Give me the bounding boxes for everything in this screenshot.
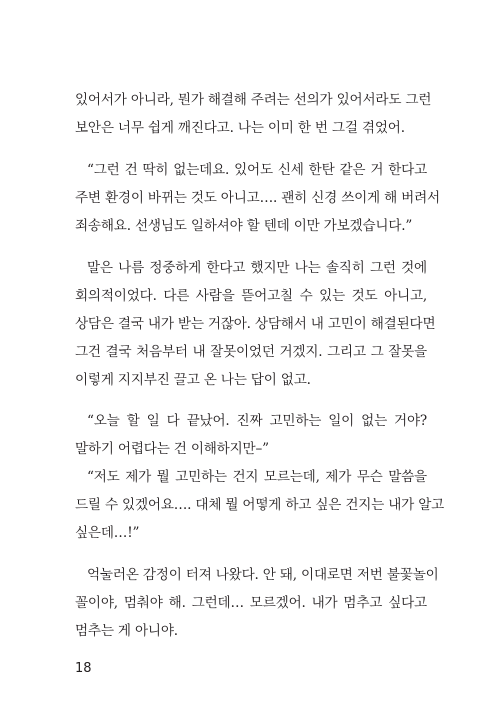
text-line: 주변 환경이 바뀌는 것도 아니고…. 괜히 신경 쓰이게 해 버려서 [75, 190, 440, 206]
text-line: 이렇게 지지부진 끌고 온 나는 답이 없고. [75, 372, 311, 388]
text-line: 드릴 수 있겠어요…. 대체 뭘 어떻게 하고 싶은 건지는 내가 알고 [75, 497, 445, 513]
text-line: 보안은 너무 쉽게 깨진다고. 나는 이미 한 번 그걸 겪었어. [75, 120, 405, 136]
text-line: “저도 제가 뭘 고민하는 건지 모르는데, 제가 무슨 말씀을 [87, 469, 427, 485]
text-line: 꼴이야, 멈춰야 해. 그런데… 모르겠어. 내가 멈추고 싶다고 [75, 595, 427, 611]
text-line: 회의적이었다. 다른 사람을 뜯어고칠 수 있는 것도 아니고, [75, 288, 427, 304]
text-line: 죄송해요. 선생님도 일하셔야 할 텐데 이만 가보겠습니다.” [75, 218, 413, 234]
text-line: “그런 건 딱히 없는데요. 있어도 신세 한탄 같은 거 한다고 [87, 162, 427, 178]
text-line: 말은 나름 정중하게 한다고 했지만 나는 솔직히 그런 것에 [87, 260, 427, 276]
text-line: 억눌러온 감정이 터져 나왔다. 안 돼, 이대로면 저번 불꽃놀이 [87, 567, 439, 583]
text-line: 싶은데…!” [75, 525, 140, 541]
text-line: “오늘 할 일 다 끝났어. 진짜 고민하는 일이 없는 거야? [87, 413, 427, 429]
text-line: 상담은 결국 내가 받는 거잖아. 상담해서 내 고민이 해결된다면 [75, 316, 436, 332]
page-number: 18 [75, 661, 92, 676]
text-line: 멈추는 게 아니야. [75, 623, 178, 639]
text-line: 그건 결국 처음부터 내 잘못이었던 거겠지. 그리고 그 잘못을 [75, 344, 427, 360]
text-line: 말하기 어렵다는 건 이해하지만–” [75, 441, 269, 457]
text-line: 있어서가 아니라, 뭔가 해결해 주려는 선의가 있어서라도 그런 [75, 92, 432, 108]
